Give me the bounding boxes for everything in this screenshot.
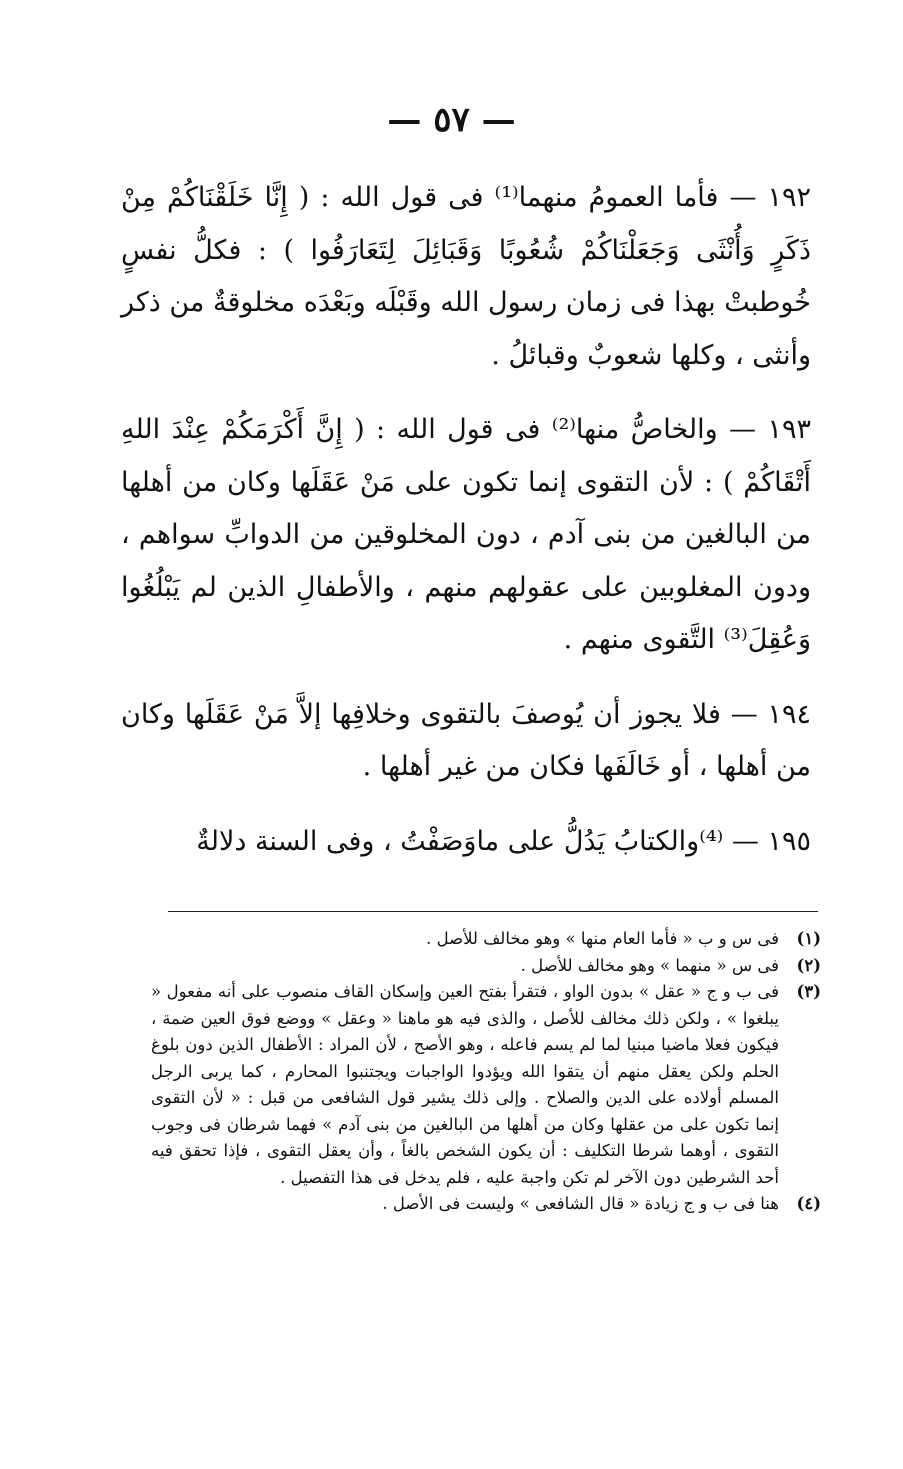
- paragraph-number: ١٩٥: [767, 825, 811, 857]
- paragraph-195: [121, 816, 811, 869]
- paragraph-193: [121, 404, 811, 667]
- paragraph-number: ١٩٢: [767, 182, 811, 213]
- paragraph-192: [121, 172, 811, 382]
- footnote-3: [151, 979, 821, 1191]
- footnote-4: [151, 1191, 821, 1218]
- paragraph-text: — ⁽⁴⁾والكتابُ يَدُلُّ على ماوَصَفْتُ ، وفى السنة دلالةٌ: [196, 825, 759, 857]
- paragraph-text: — والخاصُّ منها⁽²⁾ فى قول الله : ( إِنَّ أَكْرَمَكُمْ عِنْدَ اللهِ أَتْقَاكُمْ ) : لأن التقوى إنما تكون على مَنْ عَقَلَها وكان من أهلها من البالغين من بنى آدم ، دون المخلوقين من الدوابِّ سواهم ، ودون المغلوبين على عقولهم منهم ، والأطفالِ الذين لم يَبْلُغُوا وَعُقِلَ⁽³⁾ التَّقوى منهم .: [121, 414, 811, 655]
- footnotes: [151, 926, 821, 1218]
- page-number: — ٥٧ —: [387, 100, 516, 140]
- paragraph-number: ١٩٤: [767, 698, 811, 730]
- footnote-1: [151, 926, 821, 953]
- footnote-text: فى س « منهما » وهو مخالف للأصل .: [520, 955, 779, 975]
- footnote-text: هنا فى ب و ج زيادة « قال الشافعى » وليست فى الأصل .: [382, 1194, 779, 1213]
- footnote-text: فى س و ب « فأما العام منها » وهو مخالف للأصل .: [426, 929, 779, 948]
- paragraph-number: ١٩٣: [767, 414, 811, 445]
- paragraph-text: — فأما العمومُ منهما⁽¹⁾ فى قول الله : ( إِنَّا خَلَقْنَاكُمْ مِنْ ذَكَرٍ وَأُنْثَى وَجَعَلْنَاكُمْ شُعُوبًا وَقَبَائِلَ لِتَعَارَفُوا ) : فكلُّ نفسٍ خُوطبتْ بهذا فى زمان رسول الله وقَبْلَه وبَعْدَه مخلوقةٌ من ذكر وأنثى ، وكلها شعوبٌ وقبائلُ .: [121, 182, 811, 371]
- footnote-2: [151, 953, 821, 980]
- main-text: [121, 172, 811, 890]
- paragraph-text: — فلا يجوز أن يُوصفَ بالتقوى وخلافِها إلاَّ مَنْ عَقَلَها وكان من أهلها ، أو خَالَفَها فكان من غير أهلها .: [121, 698, 811, 782]
- paragraph-194: [121, 689, 811, 794]
- footnote-marker: (٢): [796, 955, 821, 975]
- footnote-marker: (٤): [796, 1194, 821, 1213]
- footnote-marker: (١): [796, 929, 821, 948]
- footnote-text: فى ب و ج « عقل » بدون الواو ، فتقرأ بفتح العين وإسكان القاف منصوب على أنه مفعول « يبلغوا » ، ولكن ذلك مخالف للأصل ، والذى فيه هو ماهنا « وعقل » ووضع فوق العين ضمة ، فيكون فعلا ماضيا مبنيا لما لم يسم فاعله ، وهو الأصح ، لأن المراد : الأطفال الذين دون بلوغ الحلم ولكن يعقل منهم أن يتقوا الله ويؤدوا الواجبات ويجتنبوا المحارم ، كما يربى الرجل المسلم أولاده على الدين والصلاح . وإلى ذلك يشير قول الشافعى من قبل : « لأن التقوى إنما تكون على من عقلها وكان من أهلها من البالغين من بنى آدم » فهما شرطان فى وجوب التقوى ، أوهما شرطا التكليف : أن يكون الشخص بالغاً ، وأن يعقل التقوى ، فإذا تحقق فيه أحد الشرطين دون الآخر لم تكن واجبة عليه ، فلم يدخل فى هذا التفصيل .: [151, 982, 779, 1187]
- footnote-divider: [168, 911, 818, 912]
- footnote-marker: (٣): [796, 982, 821, 1001]
